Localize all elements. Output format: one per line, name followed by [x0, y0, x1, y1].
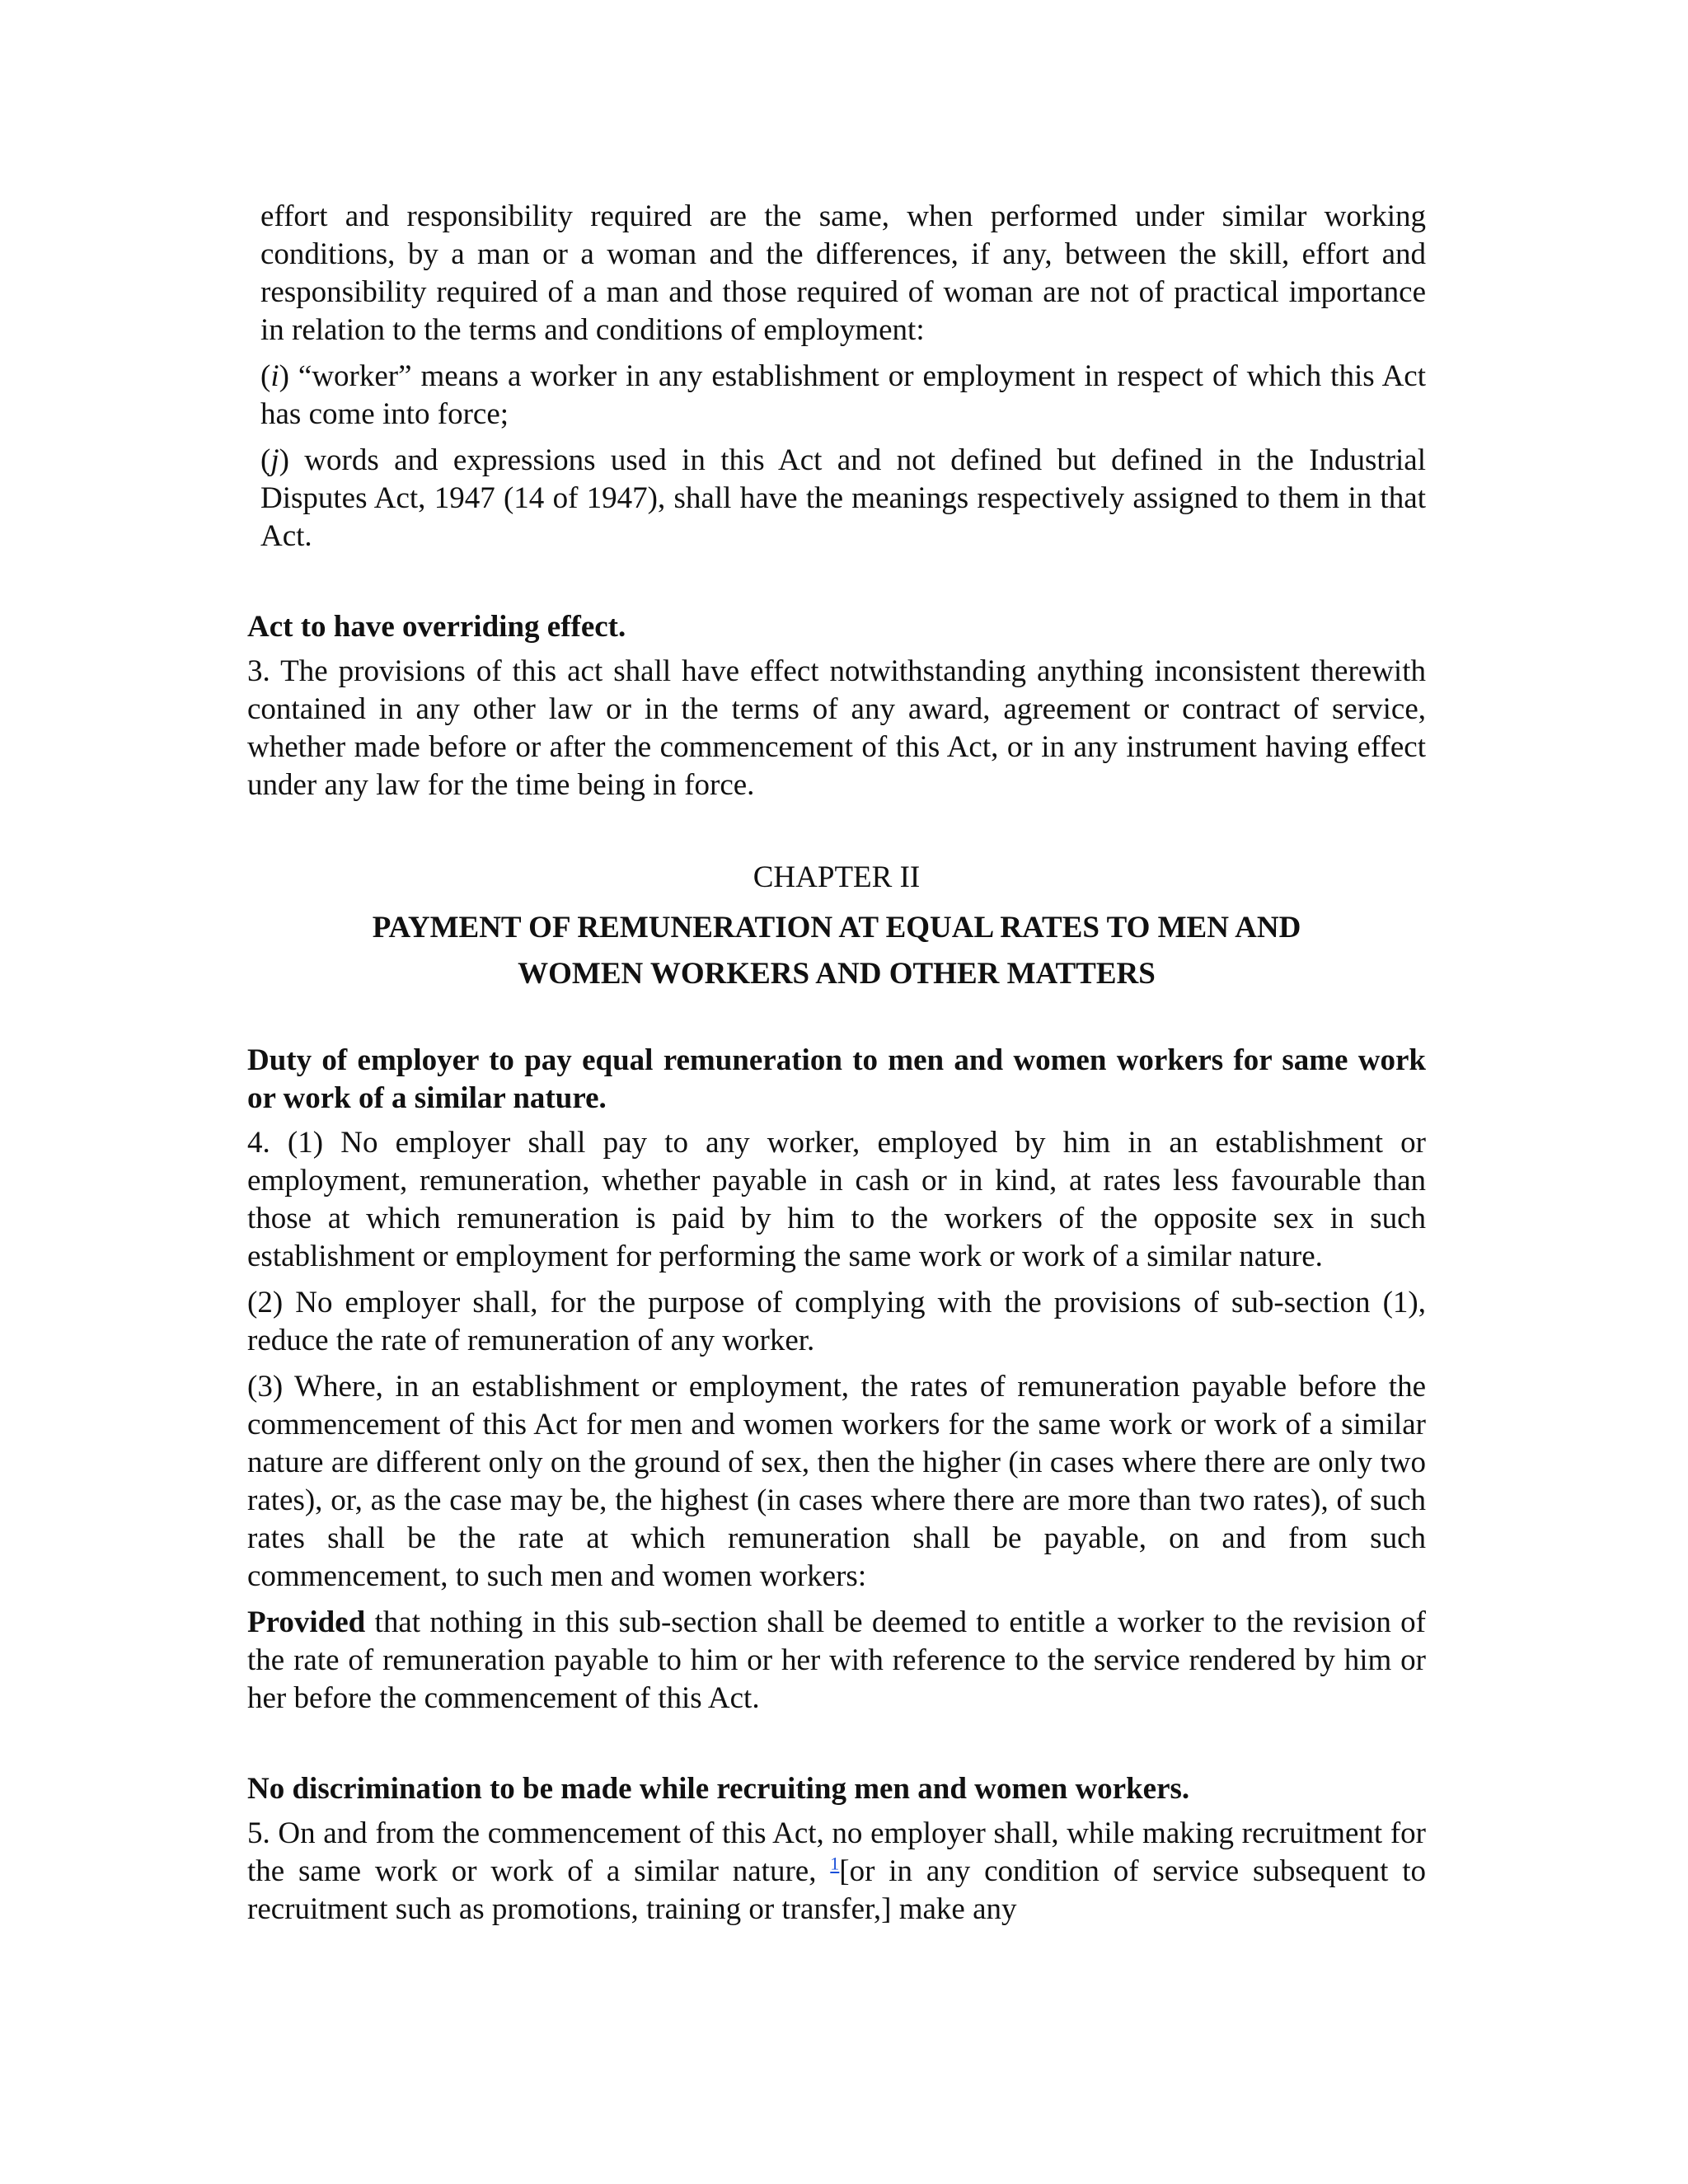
clause-i-open: ( [260, 359, 271, 393]
section-4-proviso [247, 1604, 1426, 1718]
clause-h-continuation: effort and responsibility required are the same, when performed under similar working conditions, by a man or a woman and the differences, if any, between the skill, effort and responsibility required of a man and those required of woman are not of practical importance in relation to the terms and conditions of employment: [260, 199, 1426, 347]
proviso-text: that nothing in this sub-section shall be deemed to entitle a worker to the revision of the rate of remuneration payable to him or her with reference to the service rendered by him or her before the commencement of this Act. [247, 1605, 1426, 1715]
section-4-sub-3: (3) Where, in an establishment or employment, the rates of remuneration payable before the commencement of this Act for men and women workers for the same work or work of a similar nature are different only on the ground of sex, then the higher (in cases where there are only two rates), or, as the case may be, the highest (in cases where there are more than two rates), of such rates shall be the rate at which remuneration shall be payable, on and from such commencement, to such men and women workers: [247, 1370, 1426, 1593]
clause-i-text: “worker” means a worker in any establishment or employment in respect of which this Act has come into force; [260, 359, 1426, 431]
clause-i-marker: i [270, 359, 279, 393]
proviso-label: Provided [247, 1605, 366, 1639]
section-3-text: 3. The provisions of this act shall have effect notwithstanding anything inconsistent therewith contained in any other law or in the terms of any award, agreement or contract of service, whether made before or after the commencement of this Act, or in any instrument having effect under any law for the time being in force. [247, 654, 1426, 802]
section-5-heading: No discrimination to be made while recruiting men and women workers. [247, 1772, 1190, 1806]
chapter-title-line-2: WOMEN WORKERS AND OTHER MATTERS [518, 957, 1156, 991]
clause-j-close: ) [279, 443, 289, 477]
section-3-heading: Act to have overriding effect. [247, 610, 626, 644]
section-5-text-after: [or in any condition of service subsequent to recruitment such as promotions, training or transfer,] make any [247, 1854, 1426, 1926]
chapter-title-line-1: PAYMENT OF REMUNERATION AT EQUAL RATES TO MEN AND [372, 911, 1301, 944]
clause-j-marker: j [270, 443, 279, 477]
spacer [247, 564, 1426, 608]
spacer [247, 1726, 1426, 1770]
chapter-label: CHAPTER II [753, 860, 921, 894]
clause-j-text: words and expressions used in this Act and not defined but defined in the Industrial Disputes Act, 1947 (14 of 1947), shall have the meanings respectively assigned to them in that Act. [260, 443, 1426, 553]
section-5-text [247, 1815, 1426, 1929]
clause-i-close: ) [279, 359, 289, 393]
document-page [247, 198, 1426, 1937]
spacer [247, 997, 1426, 1042]
section-5-text-before: 5. On and from the commencement of this Act, no employer shall, while making recruitment for the same work or work of a similar nature, [247, 1816, 1426, 1888]
clause-j [247, 442, 1426, 555]
section-4-sub-1: 4. (1) No employer shall pay to any worker, employed by him in an establishment or employment, remuneration, whether payable in cash or in kind, at rates less favourable than those at which remuneration is paid by him to the workers of the opposite sex in such establishment or employment for performing the same work or work of a similar nature. [247, 1126, 1426, 1273]
section-4-heading: Duty of employer to pay equal remuneration to men and women workers for same work or work of a similar nature. [247, 1043, 1426, 1115]
chapter-title [247, 905, 1426, 997]
clause-i [247, 358, 1426, 434]
footnote-link[interactable]: 1 [830, 1853, 840, 1874]
section-4-sub-2: (2) No employer shall, for the purpose of complying with the provisions of sub-section (1), reduce the rate of remuneration of any worker. [247, 1286, 1426, 1357]
spacer [247, 813, 1426, 859]
clause-j-open: ( [260, 443, 271, 477]
